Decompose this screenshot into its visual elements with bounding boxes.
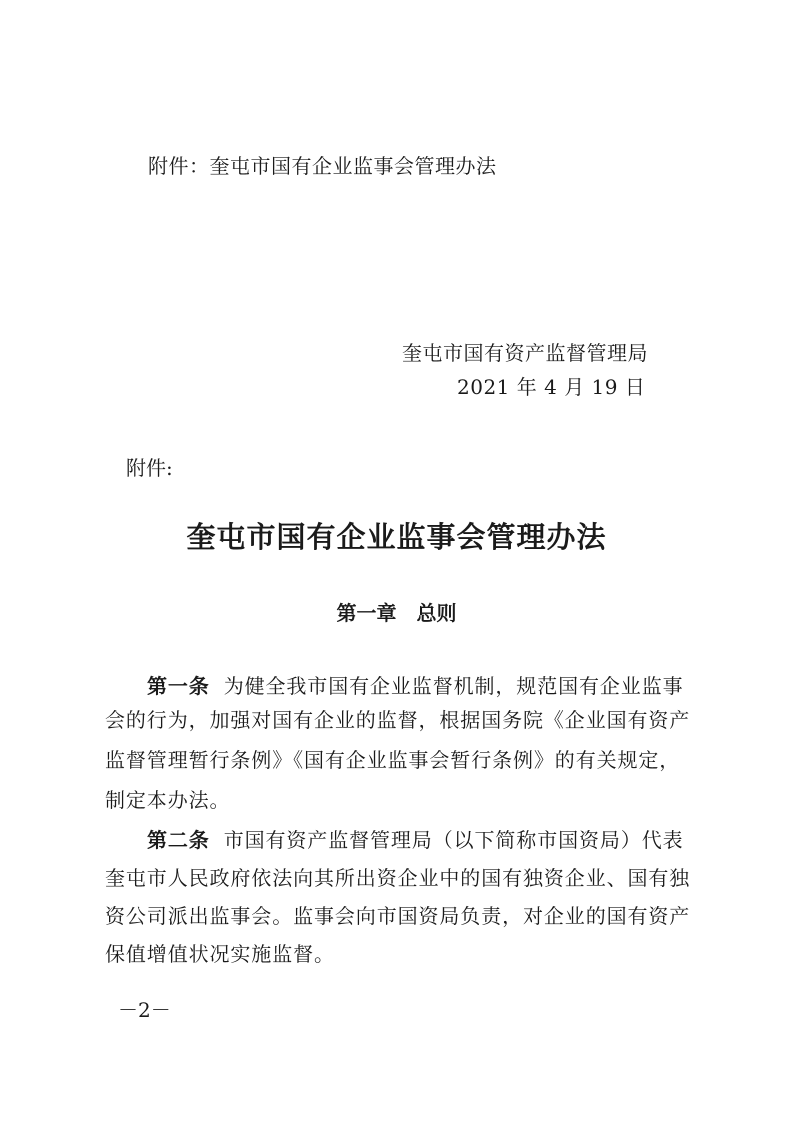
issuer-name: 奎屯市国有资产监督管理局	[402, 341, 648, 365]
article-1-line-1	[105, 670, 693, 699]
issue-date: 2021 年 4 月 19 日	[457, 375, 646, 399]
article-2-line-2: 奎屯市人民政府依法向其所出资企业中的国有独资企业、国有独	[105, 866, 691, 890]
article-1-label: 第一条	[147, 674, 210, 698]
article-1-line-2: 会的行为，加强对国有企业的监督，根据国务院《企业国有资产	[105, 708, 691, 732]
article-2-label: 第二条	[147, 828, 210, 852]
article-2-text-1: 市国有资产监督管理局（以下简称市国资局）代表	[223, 828, 684, 852]
page-number: －2－	[118, 998, 171, 1022]
article-1-line-3: 监督管理暂行条例》《国有企业监事会暂行条例》的有关规定，	[105, 748, 681, 772]
document-title: 奎屯市国有企业监事会管理办法	[186, 520, 607, 554]
article-2-line-3: 资公司派出监事会。监事会向市国资局负责，对企业的国有资产	[105, 904, 691, 928]
attachment-note: 附件：奎屯市国有企业监事会管理办法	[148, 154, 497, 178]
attachment-label: 附件:	[126, 456, 173, 480]
article-1-text-1: 为健全我市国有企业监督机制，规范国有企业监事	[223, 674, 684, 698]
chapter-heading: 第一章 总则	[336, 601, 457, 625]
article-2-line-1	[105, 824, 693, 853]
article-2-line-4: 保值增值状况实施监督。	[105, 942, 335, 966]
article-1-line-4: 制定本办法。	[105, 788, 231, 812]
